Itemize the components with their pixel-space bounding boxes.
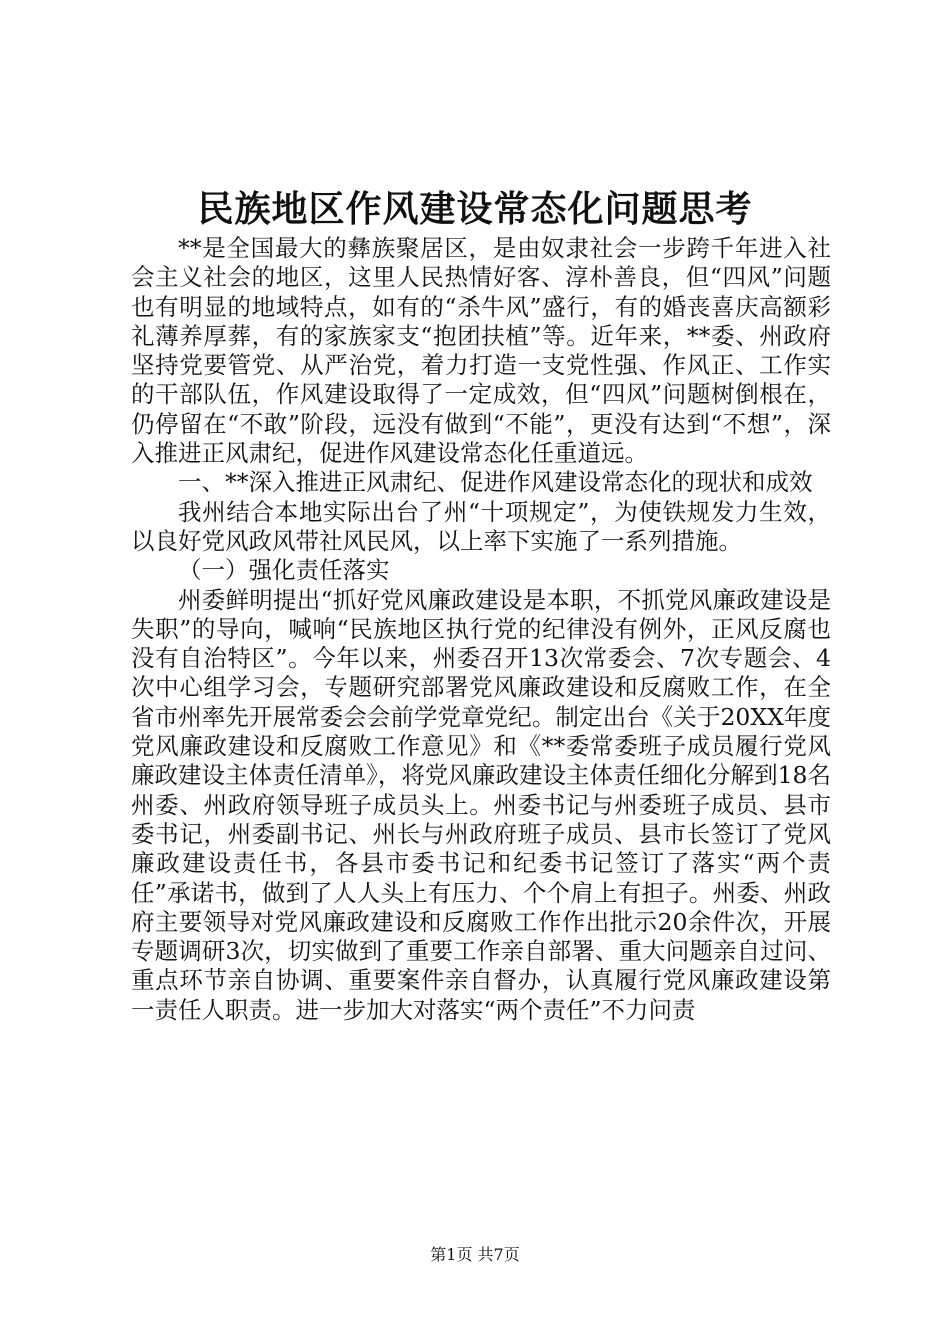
page-number-footer: 第1页 共7页 [430,1245,520,1264]
paragraph-measures: 我州结合本地实际出台了州“十项规定”，为使铁规发力生效，以良好党风政风带社风民风，以上率下实施了一系列措施。 [131,497,831,555]
document-title: 民族地区作风建设常态化问题思考 [197,189,753,230]
document-body [131,234,831,1025]
paragraph-intro: **是全国最大的彝族聚居区，是由奴隶社会一步跨千年进入社会主义社会的地区，这里人民热情好客、淳朴善良，但“四风”问题也有明显的地域特点，如有的“杀牛风”盛行，有的婚丧喜庆高额彩礼薄养厚葬，有的家族家支“抱团扶植”等。近年来，**委、州政府坚持党要管党、从严治党，着力打造一支党性强、作风正、工作实的干部队伍，作风建设取得了一定成效，但“四风”问题树倒根在，仍停留在“不敢”阶段，远没有做到“不能”，更没有达到“不想”，深入推进正风肃纪，促进作风建设常态化任重道远。 [131,234,831,468]
subsection-heading-1: （一）强化责任落实 [178,556,390,585]
section-heading-1: 一、**深入推进正风肃纪、促进作风建设常态化的现状和成效 [178,468,813,497]
paragraph-responsibility: 州委鲜明提出“抓好党风廉政建设是本职，不抓党风廉政建设是失职”的导向，喊响“民族地区执行党的纪律没有例外，正风反腐也没有自治特区”。今年以来，州委召开13次常委会、7次专题会、4次中心组学习会，专题研究部署党风廉政建设和反腐败工作，在全省市州率先开展常委会会前学党章党纪。制定出台《关于20XX年度党风廉政建设和反腐败工作意见》和《**委常委班子成员履行党风廉政建设主体责任清单》，将党风廉政建设主体责任细化分解到18名州委、州政府领导班子成员头上。州委书记与州委班子成员、县市委书记，州委副书记、州长与州政府班子成员、县市长签订了党风廉政建设责任书，各县市委书记和纪委书记签订了落实“两个责任”承诺书，做到了人人头上有压力、个个肩上有担子。州委、州政府主要领导对党风廉政建设和反腐败工作作出批示20余件次，开展专题调研3次，切实做到了重要工作亲自部署、重大问题亲自过问、重点环节亲自协调、重要案件亲自督办，认真履行党风廉政建设第一责任人职责。进一步加大对落实“两个责任”不力问责 [131,585,831,1024]
